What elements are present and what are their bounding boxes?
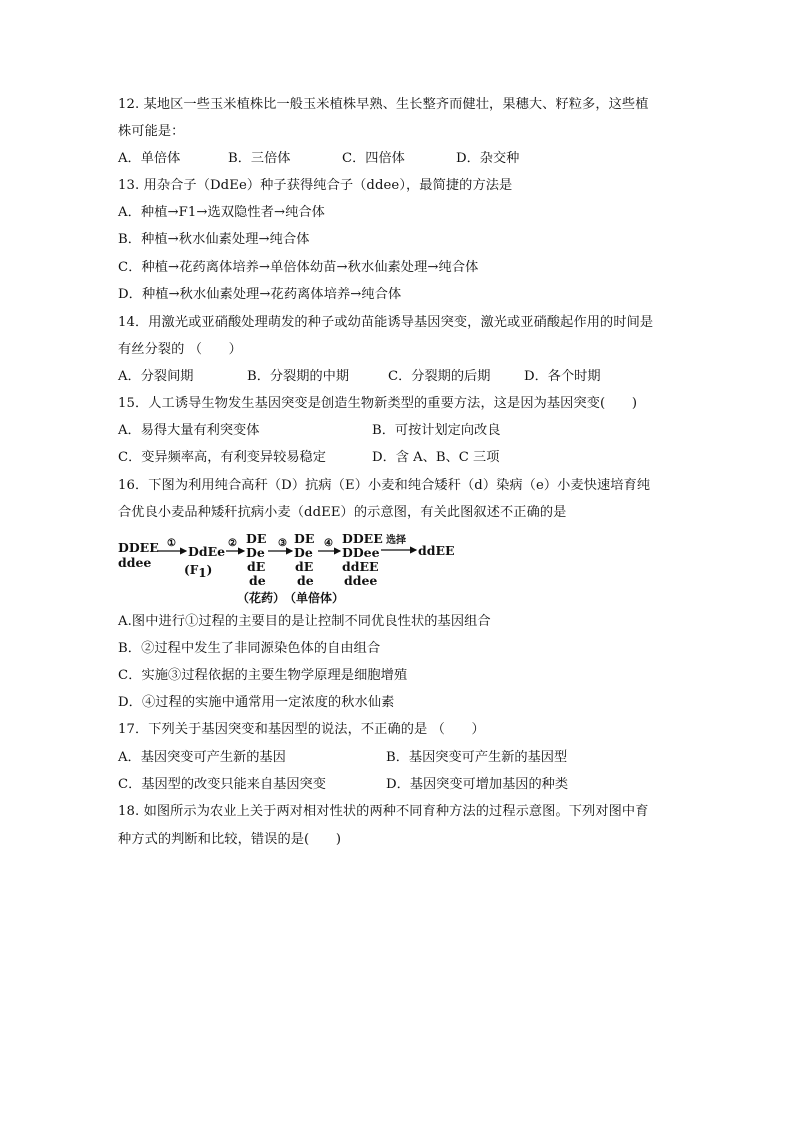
q12-option-a: A．单倍体 — [118, 151, 181, 166]
q17-stem: 17．下列关于基因突变和基因型的说法，不正确的是 （ ） — [118, 722, 485, 737]
q16-option-c: C．实施③过程依据的主要生物学原理是细胞增殖 — [118, 668, 408, 683]
doubled-ddee-3: ddEE — [342, 559, 379, 574]
q13-option-c: C．种植→花药离体培养→单倍体幼苗→秋水仙素处理→纯合体 — [118, 260, 479, 275]
parent-ddee-lower: ddee — [118, 555, 152, 570]
q18-stem-line1: 18. 如图所示为农业上关于两对相对性状的两种不同育种方法的过程示意图。下列对图中育 — [118, 804, 649, 819]
q15-stem: 15．人工诱导生物发生基因突变是创造生物新类型的重要方法，这是因为基因突变( ) — [118, 396, 638, 411]
q14-option-c: C．分裂期的后期 — [388, 369, 491, 384]
q16-stem-line2: 合优良小麦品种矮秆抗病小麦（ddEE）的示意图，有关此图叙述不正确的是 — [118, 505, 567, 520]
q14-option-b: B．分裂期的中期 — [247, 369, 350, 384]
q14-stem-line1: 14．用激光或亚硝酸处理萌发的种子或幼苗能诱导基因突变，激光或亚硝酸起作用的时间是 — [118, 315, 654, 330]
q14-option-a: A．分裂间期 — [118, 369, 194, 384]
step-4-label: ④ — [324, 538, 333, 549]
step-1-label: ① — [167, 538, 176, 549]
f1-genotype: DdEe — [188, 544, 226, 559]
q15-option-b: B．可按计划定向改良 — [372, 423, 501, 438]
haploid-label: （单倍体） — [284, 591, 345, 605]
haploid-de-1: DE — [294, 532, 315, 546]
q12-option-b: B．三倍体 — [228, 151, 291, 166]
q13-option-b: B．种植→秋水仙素处理→纯合体 — [118, 232, 310, 247]
select-label: 选择 — [386, 535, 406, 546]
haploid-de-2: De — [294, 545, 313, 560]
q13-option-a: A．种植→F1→选双隐性者→纯合体 — [118, 205, 325, 220]
q16-option-a: A.图中进行①过程的主要目的是让控制不同优良性状的基因组合 — [118, 614, 491, 629]
haploid-de-3: dE — [295, 559, 314, 574]
haploid-de-4: de — [297, 573, 314, 588]
q18-stem-line2: 种方式的判断和比较，错误的是( ) — [118, 832, 342, 847]
doubled-ddee-1: DDEE — [342, 532, 383, 546]
f1-label: (F1) — [184, 563, 213, 580]
q17-option-d: D．基因突变可增加基因的种类 — [386, 777, 569, 792]
q13-option-d: D．种植→秋水仙素处理→花药离体培养→纯合体 — [118, 287, 402, 302]
parent-ddee-upper: DDEE — [118, 540, 159, 555]
result-genotype: ddEE — [418, 543, 455, 558]
q14-stem-line2: 有丝分裂的 （ ） — [118, 342, 242, 357]
step-3-label: ③ — [278, 538, 287, 549]
breeding-diagram-svg — [118, 532, 458, 608]
q14-option-d: D．各个时期 — [524, 369, 601, 384]
doubled-ddee-4: ddee — [344, 573, 378, 588]
pollen-de-1: DE — [246, 532, 267, 546]
q17-option-a: A．基因突变可产生新的基因 — [118, 750, 286, 765]
pollen-de-3: dE — [247, 559, 266, 574]
q12-option-c: C．四倍体 — [342, 151, 405, 166]
pollen-de-2: De — [246, 545, 265, 560]
q15-option-c: C．变异频率高，有利变异较易稳定 — [118, 450, 326, 465]
q12-option-d: D．杂交种 — [456, 151, 520, 166]
q15-option-d: D．含 A、B、C 三项 — [372, 450, 500, 465]
step-2-label: ② — [228, 538, 237, 549]
pollen-de-4: de — [249, 573, 266, 588]
q16-option-b: B．②过程中发生了非同源染色体的自由组合 — [118, 641, 381, 656]
q16-option-d: D．④过程的实施中通常用一定浓度的秋水仙素 — [118, 695, 395, 710]
pollen-label: （花药） — [237, 591, 286, 605]
breeding-diagram — [118, 532, 458, 608]
q12-stem-line2: 株可能是： — [118, 124, 185, 139]
q15-option-a: A．易得大量有利突变体 — [118, 423, 260, 438]
q16-stem-line1: 16．下图为利用纯合高秆（D）抗病（E）小麦和纯合矮秆（d）染病（e）小麦快速培育纯 — [118, 478, 651, 493]
q12-stem-line1: 12. 某地区一些玉米植株比一般玉米植株早熟、生长整齐而健壮，果穗大、籽粒多，这些植 — [118, 97, 649, 112]
doubled-ddee-2: DDee — [342, 545, 380, 560]
q17-option-c: C．基因型的改变只能来自基因突变 — [118, 777, 326, 792]
q13-stem: 13. 用杂合子（DdEe）种子获得纯合子（ddee），最简捷的方法是 — [118, 178, 513, 193]
q17-option-b: B．基因突变可产生新的基因型 — [386, 750, 568, 765]
